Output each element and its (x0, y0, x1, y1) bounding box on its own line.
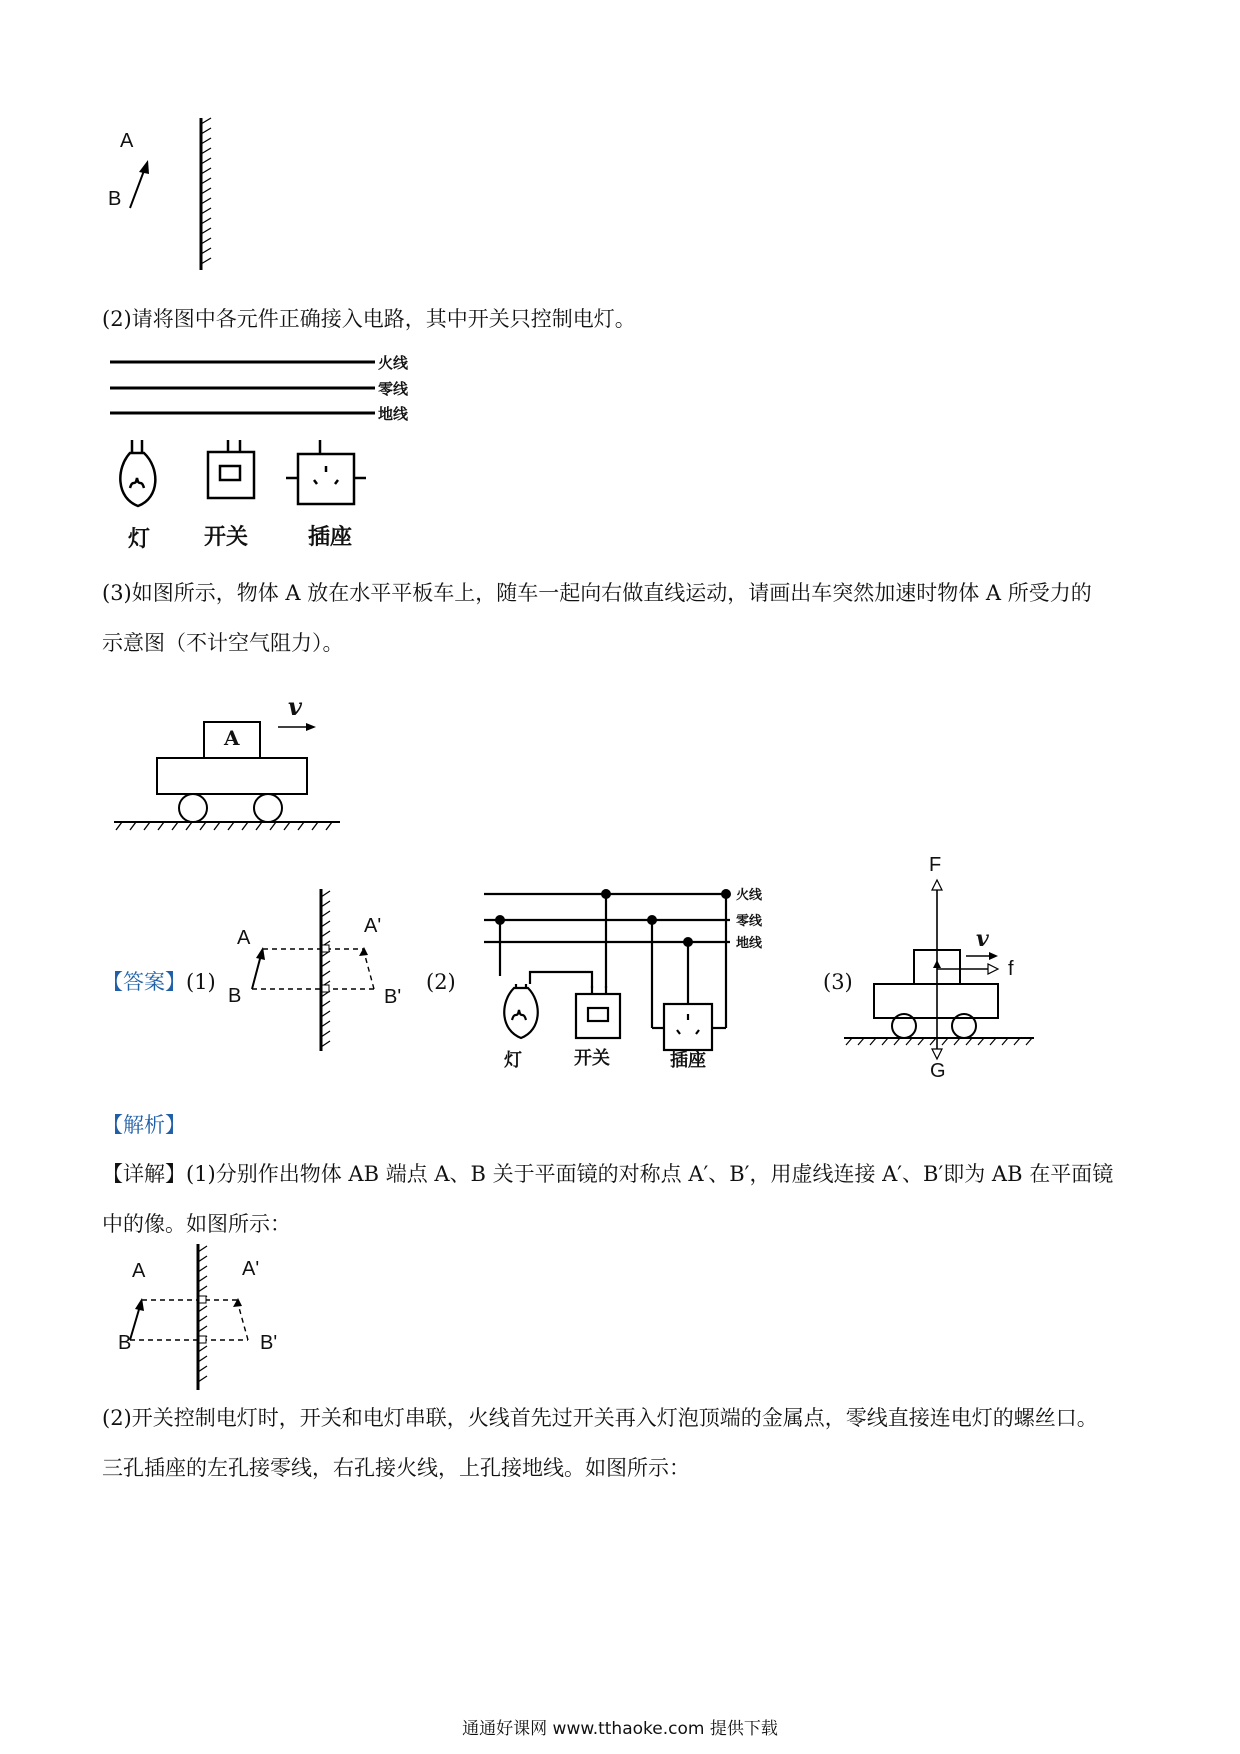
answer-mirror-svg (236, 885, 411, 1055)
answer-label: 【答案】 (102, 970, 186, 994)
answer-label-switch: 开关 (574, 1048, 610, 1069)
answer-cart-figure (842, 854, 1042, 1082)
answer-label-v: v (976, 926, 989, 952)
socket-symbol (286, 440, 366, 504)
analysis-label: 【解析】 (102, 1113, 186, 1137)
answer-part-2: (2) (426, 970, 456, 994)
label-block-a: A (224, 726, 240, 750)
ground-hatch (116, 822, 332, 830)
answer-label-socket: 插座 (670, 1050, 706, 1071)
label-lamp: 灯 (128, 527, 151, 552)
detail-line2: 中的像。如图所示： (102, 1212, 291, 1236)
arrow-ab (130, 168, 145, 208)
wheel-right (254, 794, 282, 822)
answer-label-neutral: 零线 (736, 914, 763, 929)
cart-body (157, 758, 307, 794)
question-3-line1: (3)如图所示，物体 A 放在水平平板车上，随车一起向右做直线运动，请画出车突然加速时物体 A 所受力的 (102, 581, 1092, 605)
answer-label-gravity: G (930, 1060, 946, 1082)
answer-mirror-figure (228, 885, 411, 1055)
answer-label-b: B (228, 985, 242, 1007)
question-2-text: (2)请将图中各元件正确接入电路，其中开关只控制电灯。 (102, 307, 636, 331)
velocity-arrow-head (306, 723, 316, 731)
cart-svg (112, 690, 352, 840)
detail-label-a: A (132, 1260, 146, 1282)
label-live: 火线 (378, 354, 409, 372)
circuit-svg (100, 340, 480, 555)
answer-label-a-prime: A' (364, 915, 382, 937)
mirror-figure (100, 110, 240, 270)
label-v: v (288, 692, 302, 721)
answer-label-b-prime: B' (384, 986, 402, 1008)
cart-figure (112, 690, 352, 840)
detail-label-b-prime: B' (260, 1332, 278, 1354)
lamp-symbol (120, 440, 155, 506)
answer-label-ground: 地线 (736, 936, 763, 951)
question-3-line2: 示意图（不计空气阻力）。 (102, 631, 344, 655)
label-switch: 开关 (204, 525, 249, 550)
detail-label-a-prime: A' (242, 1258, 260, 1280)
detail-line3: (2)开关控制电灯时，开关和电灯串联，火线首先过开关再入灯泡顶端的金属点，零线直接连电灯的螺丝口。 (102, 1406, 1098, 1430)
answer-label-friction: f (1008, 958, 1014, 980)
label-a: A (120, 130, 134, 152)
answer-label-lamp: 灯 (504, 1050, 522, 1071)
detail-label-b: B (118, 1332, 132, 1354)
arrow-head (139, 160, 149, 174)
detail-mirror-figure (118, 1242, 298, 1392)
label-neutral: 零线 (378, 380, 409, 398)
switch-symbol (208, 440, 254, 498)
answer-label-live: 火线 (736, 888, 763, 903)
label-socket: 插座 (308, 525, 353, 550)
detail-line1-text: (1)分别作出物体 AB 端点 A、B 关于平面镜的对称点 A′、B′，用虚线连接 A′、B′即为 AB 在平面镜 (186, 1162, 1114, 1186)
answer-circuit-svg (480, 880, 800, 1070)
answer-circuit-figure (480, 880, 800, 1070)
wheel-left (179, 794, 207, 822)
detail-line4: 三孔插座的左孔接零线，右孔接火线，上孔接地线。如图所示： (102, 1456, 690, 1480)
answer-label-a: A (237, 927, 251, 949)
answer-label-row (102, 969, 216, 995)
answer-part-1: (1) (186, 970, 216, 994)
answer-label-force-f: F (929, 854, 942, 876)
detail-label: 【详解】 (102, 1162, 186, 1186)
answer-part-3: (3) (823, 970, 853, 994)
footer-text: 通通好课网 www.tthaoke.com 提供下载 (462, 1719, 778, 1739)
label-b: B (108, 188, 122, 210)
circuit-figure (100, 340, 480, 555)
label-ground: 地线 (378, 405, 409, 423)
detail-line1 (102, 1161, 1113, 1187)
